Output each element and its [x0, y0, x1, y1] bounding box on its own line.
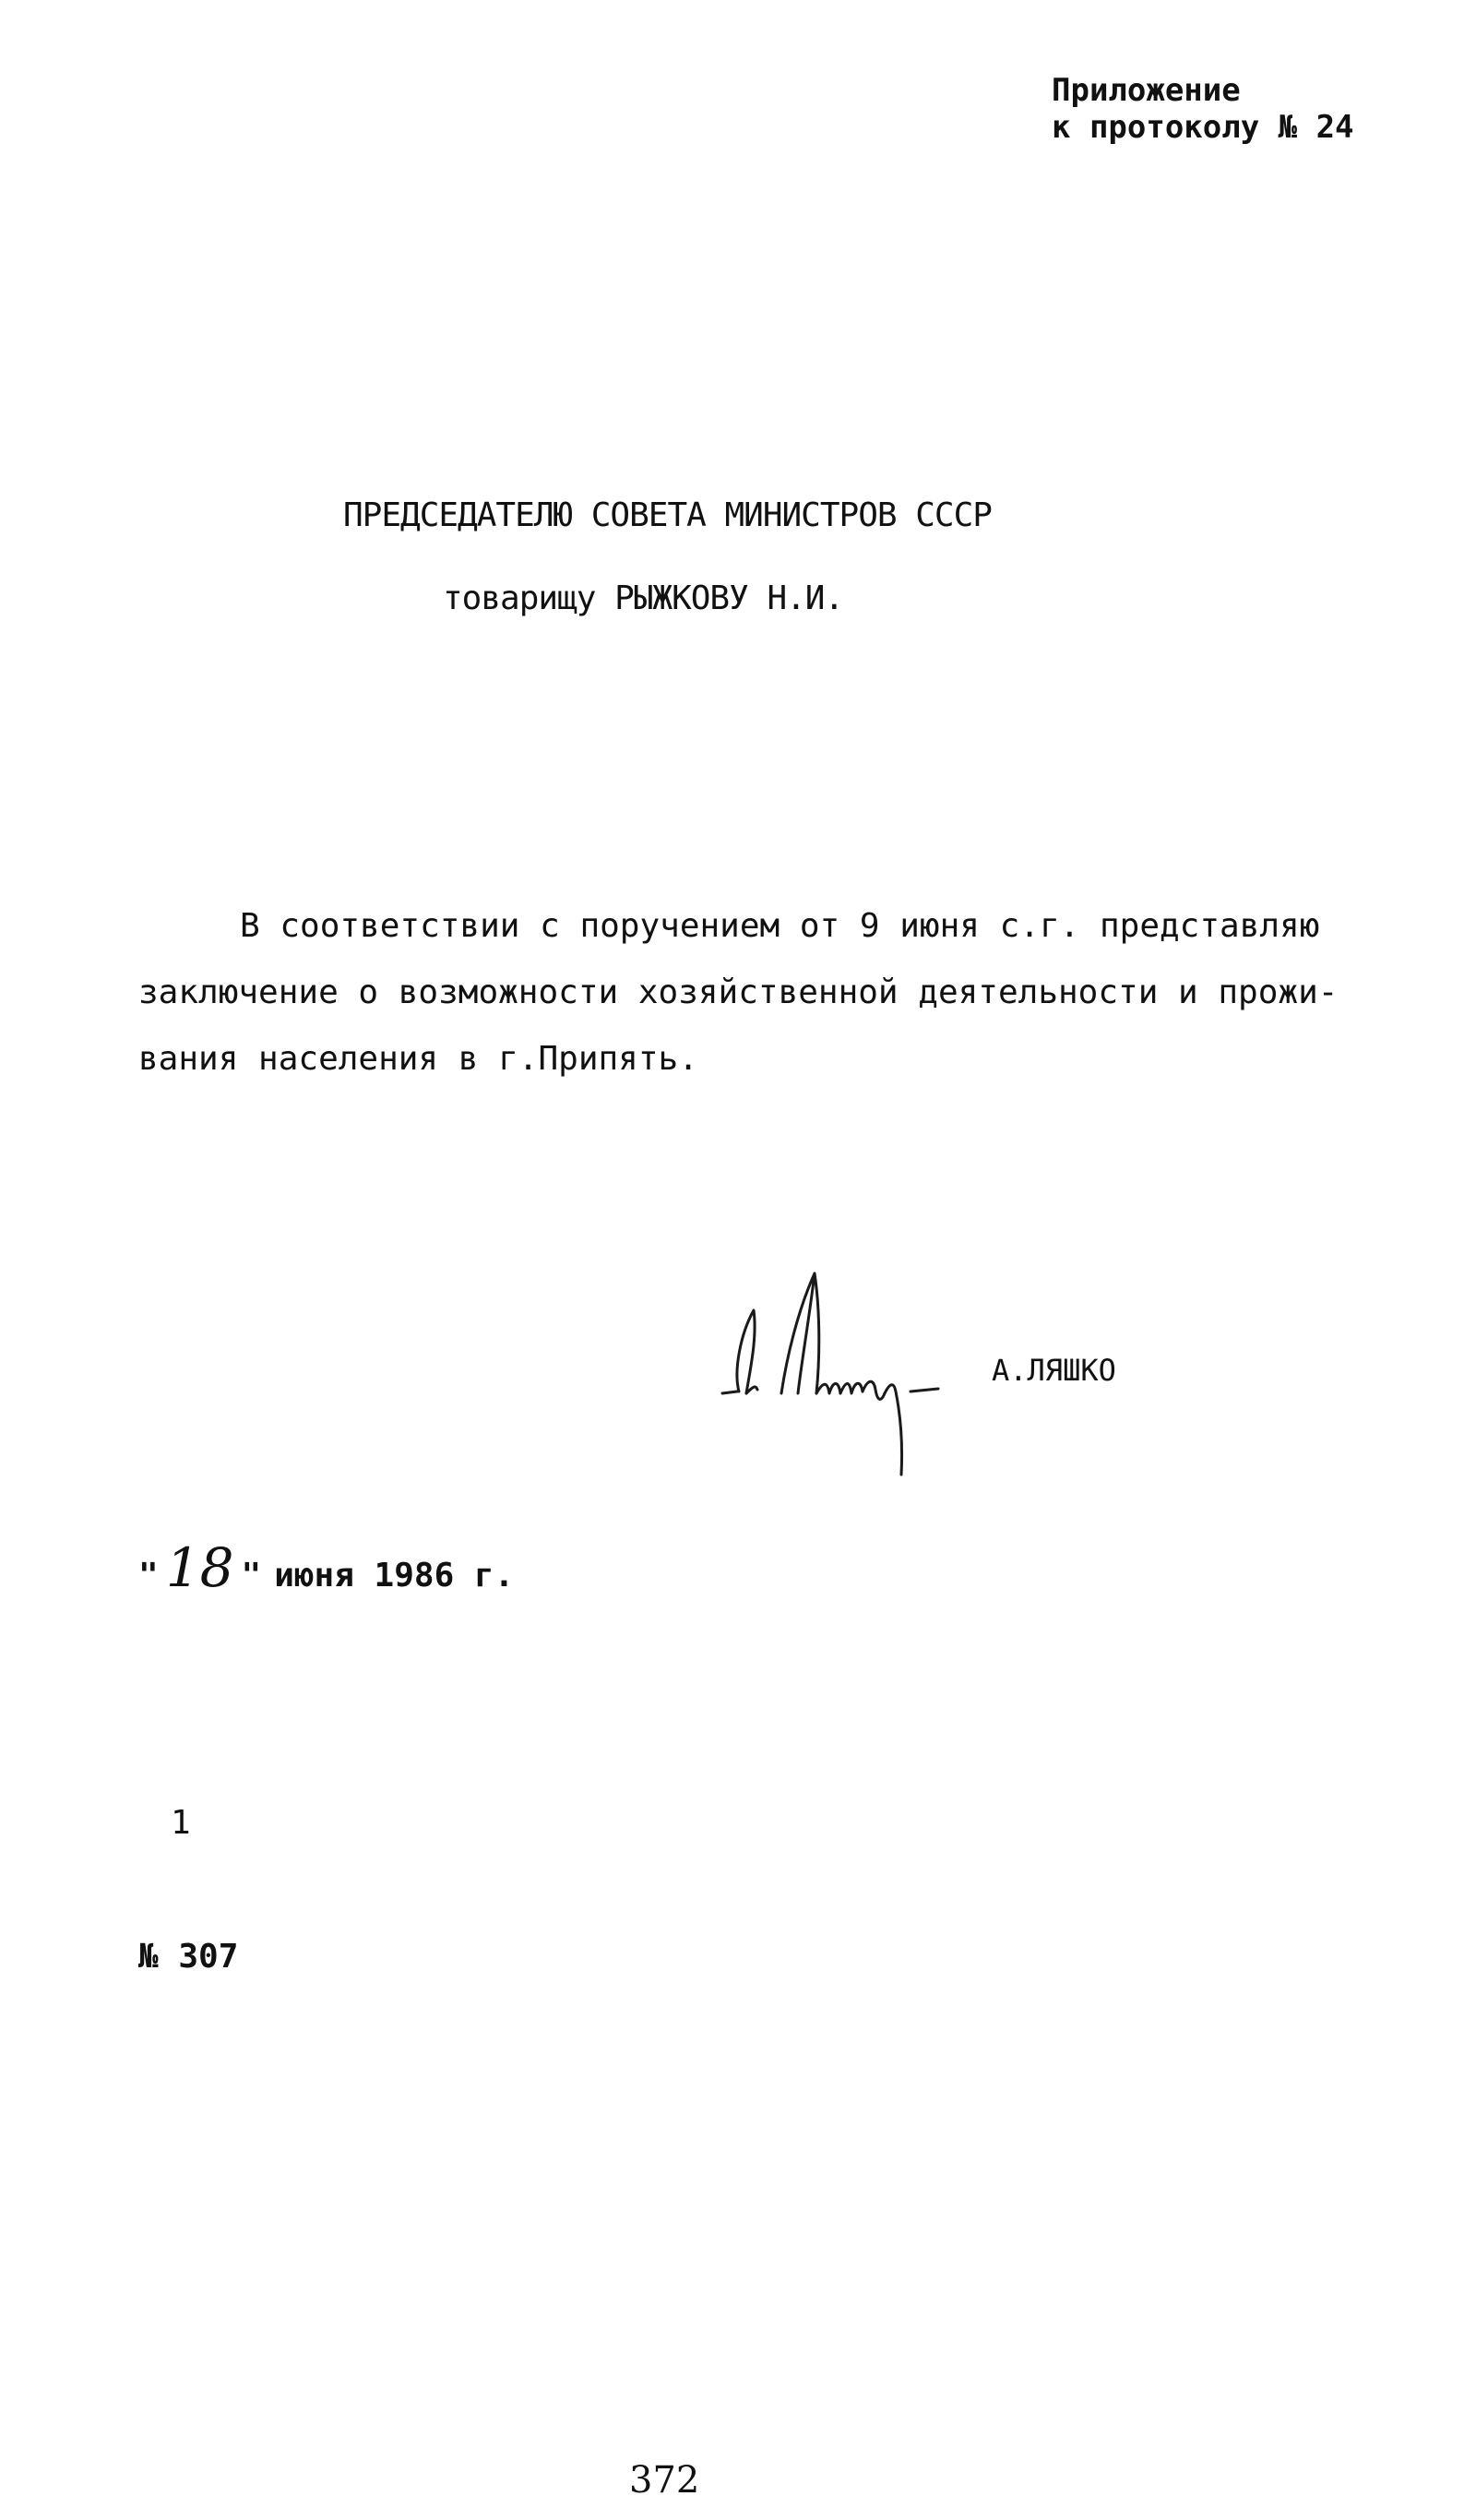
appendix-line-2: к протоколу № 24 — [1052, 109, 1354, 146]
addressee-title: ПРЕДСЕДАТЕЛЮ СОВЕТА МИНИСТРОВ СССР — [343, 496, 992, 534]
copy-number: 1 — [171, 1804, 191, 1842]
body-line-1: В соответствии с поручением от 9 июня с.г. представляю — [240, 907, 1320, 945]
date-close-quote: " — [241, 1557, 262, 1594]
body-line-3: вания населения в г.Припять. — [138, 1040, 698, 1078]
document-date — [138, 1536, 514, 1599]
appendix-line-1: Приложение — [1052, 72, 1241, 109]
body-line-2: заключение о возможности хозяйственной деятельности и прожи- — [138, 973, 1339, 1011]
handwritten-signature — [706, 1255, 992, 1504]
date-open-quote: " — [138, 1557, 159, 1594]
registration-number: № 307 — [138, 1938, 239, 1976]
appendix-header — [1052, 72, 1354, 146]
page-number: 372 — [629, 2459, 700, 2502]
letter-body — [138, 893, 1339, 1093]
date-month-year: июня 1986 г. — [274, 1557, 515, 1594]
signer-name: А.ЛЯШКО — [992, 1353, 1116, 1388]
date-day-handwritten: 18 — [165, 1536, 234, 1599]
addressee-name: товарищу РЫЖКОВУ Н.И. — [443, 579, 844, 617]
